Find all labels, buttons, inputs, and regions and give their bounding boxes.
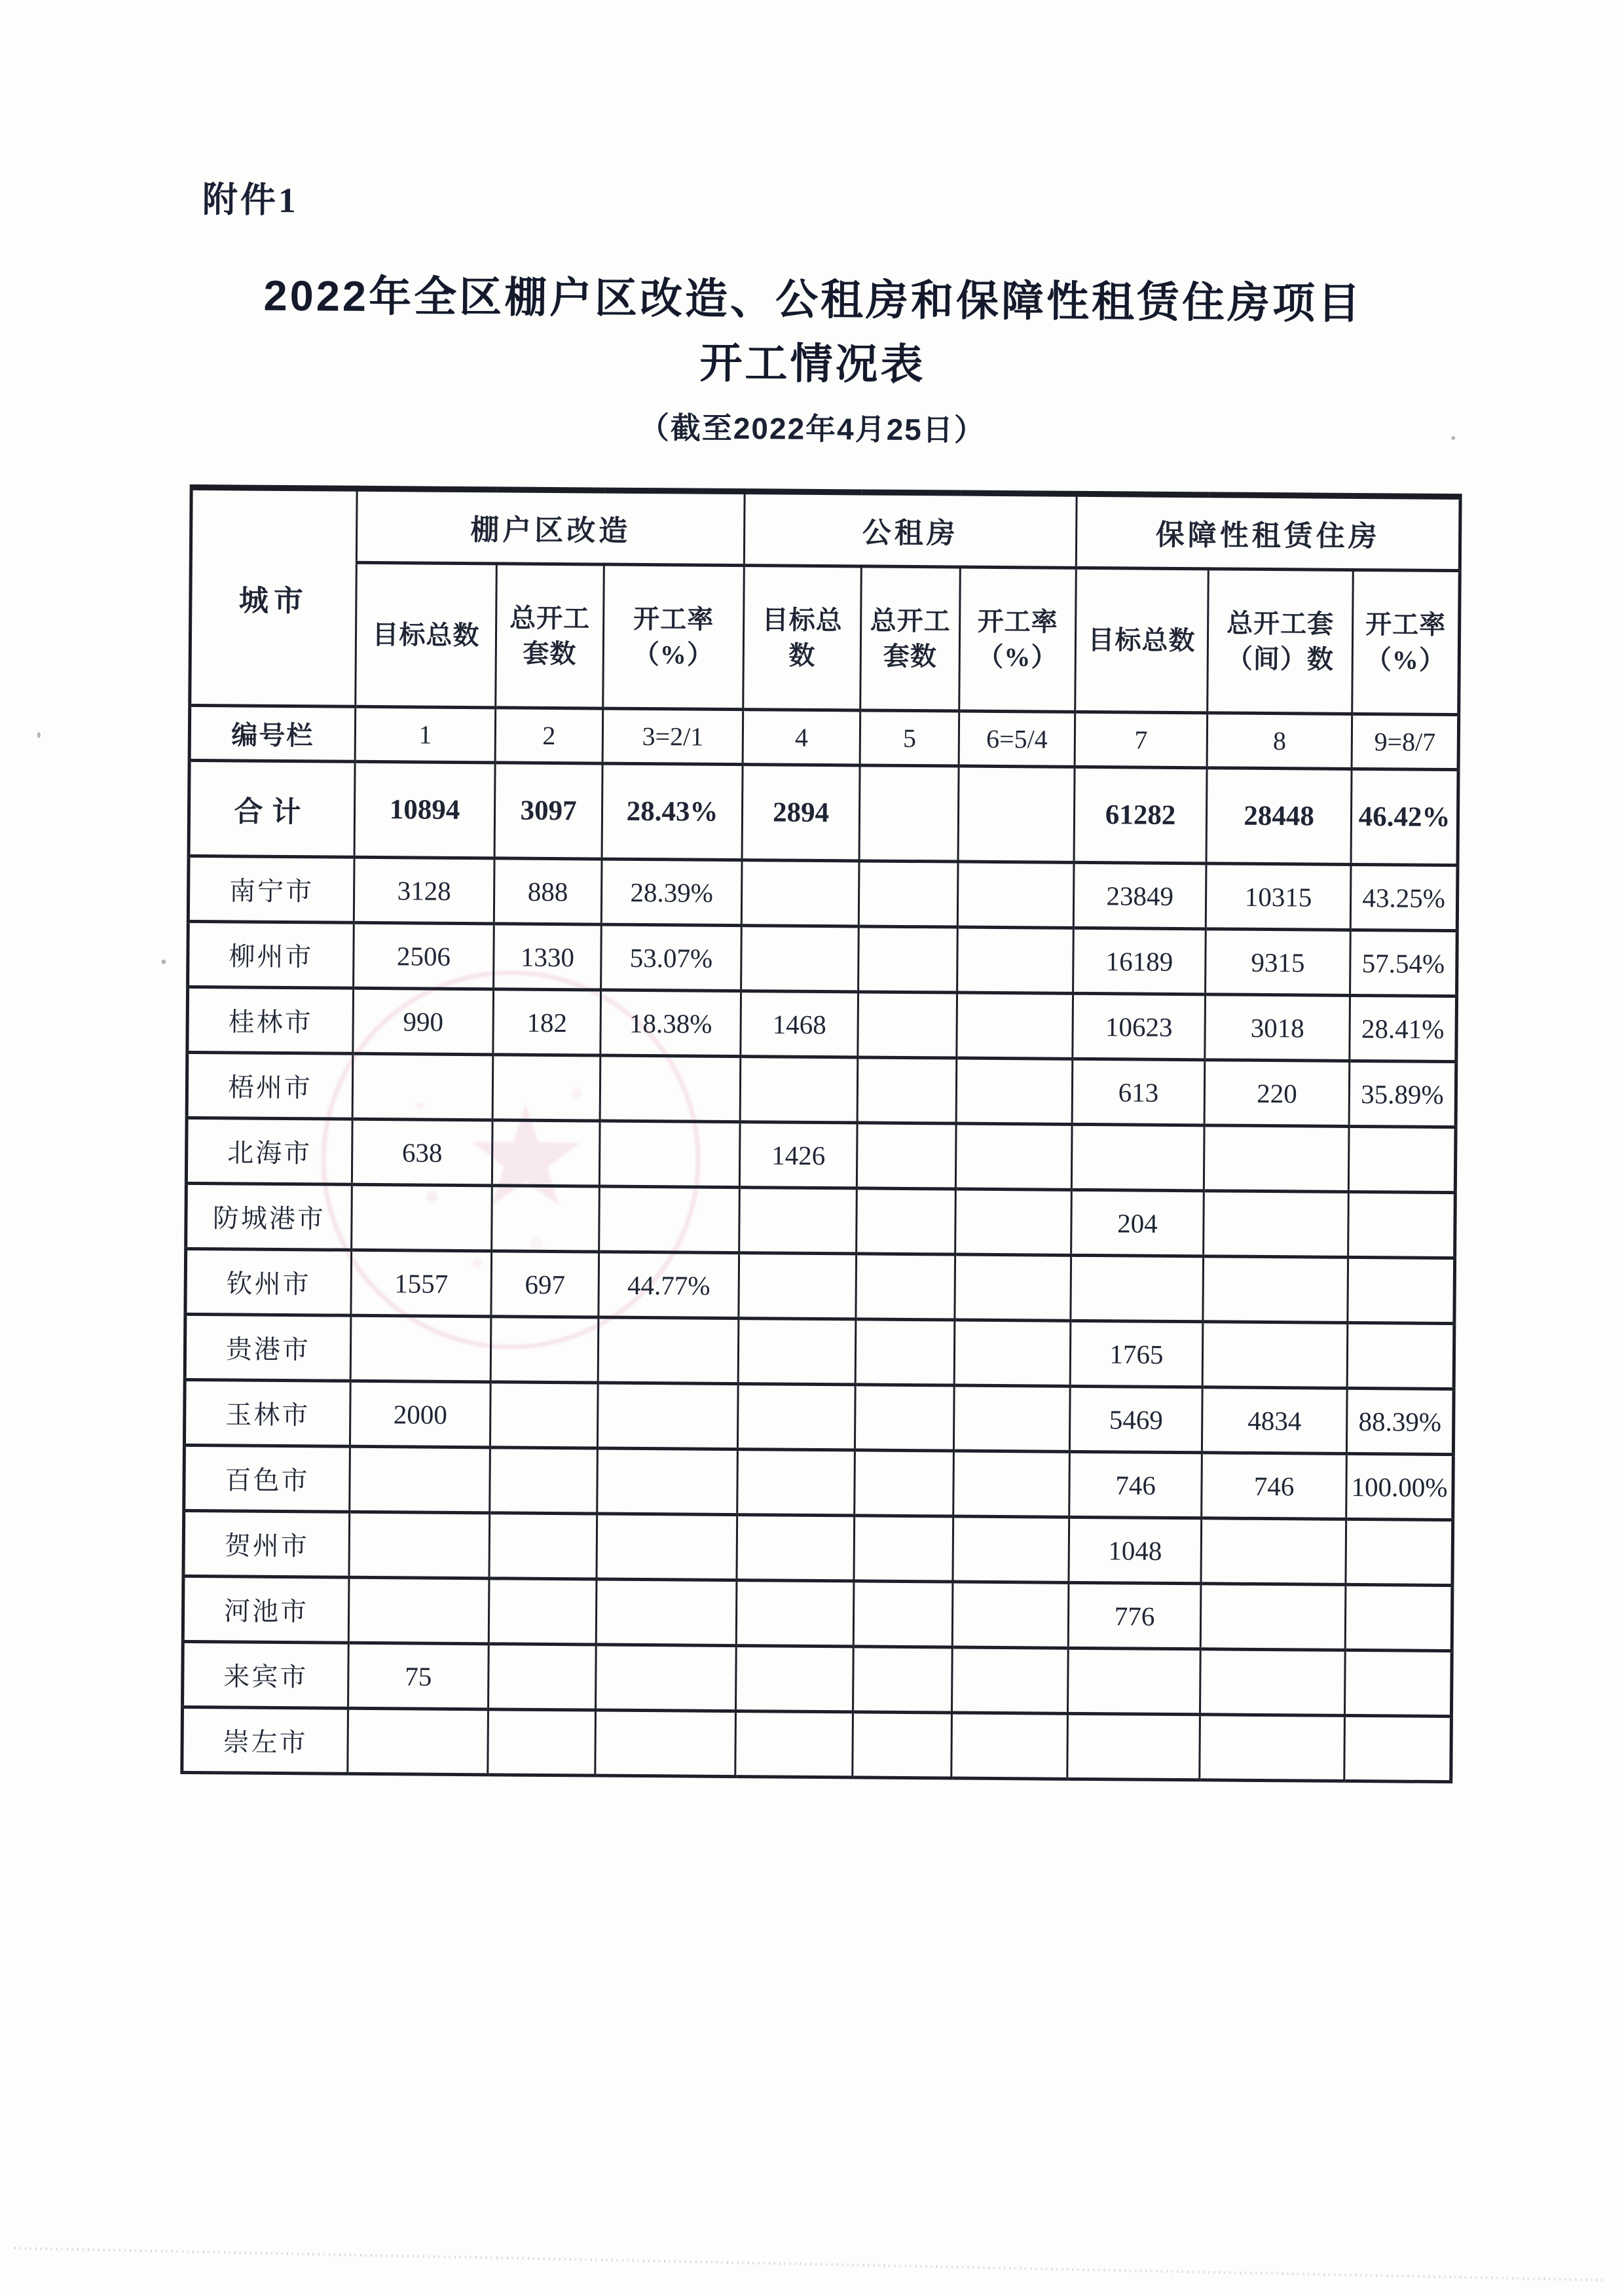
- city-label: 北海市: [186, 1118, 352, 1184]
- table-row: [183, 1576, 1452, 1650]
- document-title: [1, 262, 1624, 402]
- city-label: 百色市: [184, 1445, 350, 1512]
- data-cell: 53.07%: [601, 924, 742, 991]
- table-row: [188, 921, 1458, 996]
- data-cell: [597, 1448, 738, 1515]
- scan-speck: [161, 960, 166, 964]
- data-cell: [855, 1319, 955, 1385]
- table-row: [184, 1379, 1454, 1454]
- data-cell: [953, 1385, 1070, 1451]
- data-cell: [1067, 1713, 1200, 1779]
- data-cell: 57.54%: [1350, 930, 1458, 996]
- index-cell: 9=8/7: [1352, 714, 1459, 769]
- city-label: 防城港市: [186, 1183, 352, 1250]
- city-label: 河池市: [183, 1576, 349, 1643]
- data-cell: [740, 1057, 858, 1123]
- data-cell: [490, 1382, 598, 1448]
- data-cell: [736, 1646, 854, 1712]
- city-label: 桂林市: [187, 987, 354, 1053]
- data-cell: [1201, 1518, 1346, 1585]
- data-cell: [952, 1582, 1069, 1648]
- city-label: 来宾市: [183, 1641, 349, 1708]
- data-cell: [1204, 1125, 1349, 1192]
- data-cell: [855, 1450, 954, 1516]
- index-cell: 4: [743, 710, 860, 765]
- data-cell: 10623: [1073, 993, 1206, 1059]
- city-label: 玉林市: [184, 1379, 350, 1446]
- data-cell: [492, 1055, 600, 1121]
- data-cell: 5469: [1069, 1386, 1202, 1452]
- index-cell: 5: [860, 710, 959, 766]
- data-cell: 16189: [1073, 928, 1206, 994]
- index-cell: 7: [1075, 712, 1208, 767]
- total-cell: 10894: [354, 761, 495, 858]
- data-cell: [741, 860, 859, 926]
- data-cell: 220: [1204, 1060, 1350, 1127]
- index-cell: 1: [355, 706, 496, 763]
- data-cell: [737, 1384, 855, 1450]
- sub-header-cell: 开工率 （%）: [1352, 570, 1460, 714]
- data-cell: [1346, 1519, 1453, 1585]
- document-title-line2: 开工情况表: [699, 338, 926, 389]
- data-cell: [1347, 1322, 1454, 1389]
- scan-speck: [1451, 436, 1455, 440]
- sub-header-cell: 目标总数: [356, 562, 497, 708]
- total-cell: 2894: [742, 765, 860, 861]
- housing-table: [180, 484, 1462, 1783]
- data-cell: [738, 1319, 856, 1385]
- data-cell: 100.00%: [1346, 1453, 1454, 1520]
- data-cell: [857, 1057, 957, 1123]
- data-cell: [1348, 1126, 1456, 1192]
- data-cell: [489, 1578, 597, 1645]
- data-cell: [352, 1184, 492, 1251]
- table-row: [182, 1707, 1452, 1781]
- city-label: 南宁市: [188, 856, 354, 922]
- data-cell: [492, 1186, 600, 1252]
- table-row: [187, 1052, 1456, 1127]
- table-header: [190, 487, 1460, 714]
- data-cell: [1345, 1650, 1452, 1716]
- data-cell: [951, 1713, 1068, 1779]
- data-cell: [350, 1315, 491, 1382]
- table-row: [188, 856, 1458, 930]
- data-cell: 4834: [1202, 1387, 1347, 1454]
- data-cell: 204: [1071, 1190, 1204, 1256]
- data-cell: 1330: [494, 924, 602, 990]
- sub-header-cell: 总开工 套数: [496, 564, 604, 708]
- data-cell: [957, 993, 1073, 1059]
- data-cell: [957, 862, 1074, 928]
- data-cell: [1348, 1257, 1455, 1323]
- data-cell: [853, 1647, 953, 1713]
- data-cell: [490, 1448, 598, 1514]
- total-cell: 28448: [1206, 768, 1352, 865]
- data-cell: [599, 1186, 740, 1253]
- total-cell: 46.42%: [1351, 769, 1458, 865]
- data-cell: [956, 1058, 1073, 1124]
- data-cell: [596, 1579, 737, 1646]
- data-cell: [955, 1123, 1072, 1190]
- data-cell: [1200, 1715, 1345, 1781]
- index-row: [189, 705, 1459, 769]
- data-cell: [1348, 1192, 1456, 1258]
- corner-header-city: 城市: [190, 487, 357, 706]
- data-cell: [955, 1254, 1071, 1321]
- data-cell: [856, 1254, 955, 1320]
- data-cell: 888: [494, 858, 602, 924]
- data-cell: [349, 1512, 490, 1578]
- data-cell: 43.25%: [1350, 864, 1458, 930]
- data-cell: 746: [1069, 1451, 1202, 1518]
- attachment-label: 附件1: [202, 180, 299, 221]
- index-cell: 2: [495, 708, 603, 763]
- data-cell: [1068, 1648, 1201, 1714]
- table-row: [183, 1510, 1453, 1585]
- data-cell: [953, 1451, 1070, 1517]
- sub-header-cell: 目标总数: [1075, 568, 1209, 712]
- table-row: [185, 1248, 1455, 1323]
- data-cell: [737, 1515, 855, 1581]
- data-cell: [488, 1709, 596, 1776]
- data-cell: [348, 1577, 489, 1644]
- data-cell: [853, 1712, 952, 1778]
- data-cell: [597, 1383, 738, 1449]
- data-cell: 1765: [1070, 1321, 1203, 1387]
- group-header-public-rental: 公租房: [744, 492, 1077, 568]
- data-cell: [858, 992, 957, 1058]
- total-cell: [859, 765, 959, 862]
- data-cell: 75: [348, 1643, 489, 1709]
- group-header-row: [191, 487, 1460, 570]
- city-label: 崇左市: [182, 1707, 348, 1774]
- data-cell: [489, 1513, 597, 1579]
- data-cell: 1048: [1069, 1517, 1202, 1583]
- data-cell: 9315: [1206, 929, 1351, 996]
- data-cell: [739, 1188, 857, 1254]
- data-cell: 44.77%: [599, 1252, 739, 1319]
- data-cell: 1426: [739, 1122, 857, 1188]
- data-cell: [596, 1645, 737, 1711]
- sub-header-cell: 开工率 （%）: [603, 564, 745, 710]
- data-cell: [858, 861, 958, 927]
- data-cell: 18.38%: [600, 990, 741, 1057]
- data-cell: 2506: [354, 922, 494, 989]
- sub-header-cell: 目标总 数: [743, 566, 862, 710]
- data-cell: 28.41%: [1350, 995, 1457, 1061]
- total-row-label: 合计: [189, 760, 355, 857]
- data-cell: 2000: [350, 1381, 490, 1448]
- group-header-shantytown: 棚户区改造: [356, 488, 745, 565]
- data-cell: [1071, 1255, 1204, 1321]
- data-cell: 28.39%: [601, 859, 742, 926]
- data-cell: [492, 1120, 600, 1186]
- data-cell: [490, 1317, 599, 1383]
- data-cell: [955, 1189, 1072, 1255]
- index-cell: 3=2/1: [602, 708, 743, 765]
- data-cell: [600, 1055, 741, 1122]
- data-cell: [737, 1449, 855, 1516]
- data-cell: 3018: [1205, 994, 1350, 1061]
- index-row-label: 编号栏: [189, 705, 356, 761]
- table-body: [182, 705, 1459, 1781]
- data-cell: [735, 1711, 853, 1777]
- data-cell: 23849: [1073, 862, 1206, 928]
- sub-header-cell: 总开工套 （间）数: [1208, 569, 1354, 714]
- city-label: 贺州市: [183, 1510, 350, 1577]
- index-cell: 6=5/4: [959, 711, 1075, 767]
- total-cell: 28.43%: [602, 763, 743, 860]
- sub-header-row: [190, 561, 1460, 714]
- city-label: 梧州市: [187, 1052, 353, 1119]
- total-row: [189, 760, 1458, 865]
- data-cell: [857, 1188, 956, 1254]
- data-cell: [953, 1516, 1069, 1582]
- total-cell: [958, 766, 1075, 862]
- data-cell: [348, 1708, 489, 1775]
- table-row: [186, 1183, 1456, 1258]
- data-cell: [352, 1053, 493, 1120]
- city-label: 贵港市: [185, 1314, 351, 1381]
- data-cell: 182: [493, 989, 601, 1055]
- sub-header-cell: 总开工 套数: [860, 566, 961, 711]
- data-cell: [1200, 1584, 1346, 1650]
- data-cell: [1202, 1322, 1348, 1389]
- data-cell: [598, 1317, 739, 1384]
- data-cell: [1200, 1649, 1346, 1716]
- sub-header-cell: 开工率 （%）: [959, 567, 1077, 712]
- city-label: 钦州市: [185, 1248, 352, 1315]
- data-cell: [857, 1123, 956, 1189]
- data-cell: [957, 927, 1074, 993]
- index-cell: 8: [1207, 713, 1352, 769]
- city-label: 柳州市: [188, 921, 354, 988]
- data-cell: [595, 1710, 736, 1777]
- table-row: [185, 1314, 1454, 1389]
- table-row: [184, 1445, 1454, 1520]
- data-cell: [952, 1647, 1069, 1713]
- document-title-line1: 2022年全区棚户区改造、公租房和保障性租赁住房项目: [263, 271, 1363, 328]
- data-cell: 776: [1068, 1582, 1201, 1649]
- data-cell: 638: [352, 1119, 492, 1186]
- data-cell: [597, 1514, 737, 1580]
- data-cell: [854, 1516, 953, 1582]
- data-cell: [599, 1121, 740, 1188]
- data-cell: [1204, 1191, 1349, 1258]
- data-cell: [741, 926, 859, 992]
- total-cell: 3097: [494, 763, 602, 859]
- data-cell: [954, 1320, 1071, 1386]
- data-cell: [858, 926, 958, 993]
- data-cell: [350, 1446, 490, 1513]
- data-cell: [1071, 1124, 1204, 1190]
- data-cell: [855, 1385, 954, 1451]
- data-cell: [1345, 1584, 1452, 1650]
- scan-speck: [37, 732, 41, 738]
- data-cell: [853, 1581, 953, 1647]
- table-row: [186, 1118, 1456, 1192]
- group-header-affordable-rental: 保障性租赁住房: [1076, 494, 1460, 570]
- data-cell: [739, 1253, 857, 1319]
- table-row: [183, 1641, 1452, 1716]
- table-row: [187, 987, 1457, 1061]
- data-cell: 697: [491, 1251, 599, 1317]
- data-cell: 1468: [741, 991, 858, 1057]
- data-cell: 613: [1072, 1059, 1205, 1125]
- total-cell: 61282: [1074, 767, 1207, 863]
- document-subtitle: （截至2022年4月25日）: [638, 410, 986, 447]
- data-cell: [1203, 1256, 1348, 1323]
- data-cell: 1557: [351, 1250, 492, 1317]
- data-cell: [489, 1644, 597, 1710]
- data-cell: [1344, 1715, 1452, 1781]
- data-cell: 10315: [1206, 864, 1351, 930]
- data-cell: 990: [353, 988, 494, 1055]
- data-cell: 3128: [354, 857, 494, 924]
- data-cell: 35.89%: [1349, 1061, 1456, 1127]
- data-cell: [736, 1580, 854, 1647]
- data-cell: 746: [1202, 1453, 1347, 1520]
- data-cell: 88.39%: [1346, 1388, 1454, 1454]
